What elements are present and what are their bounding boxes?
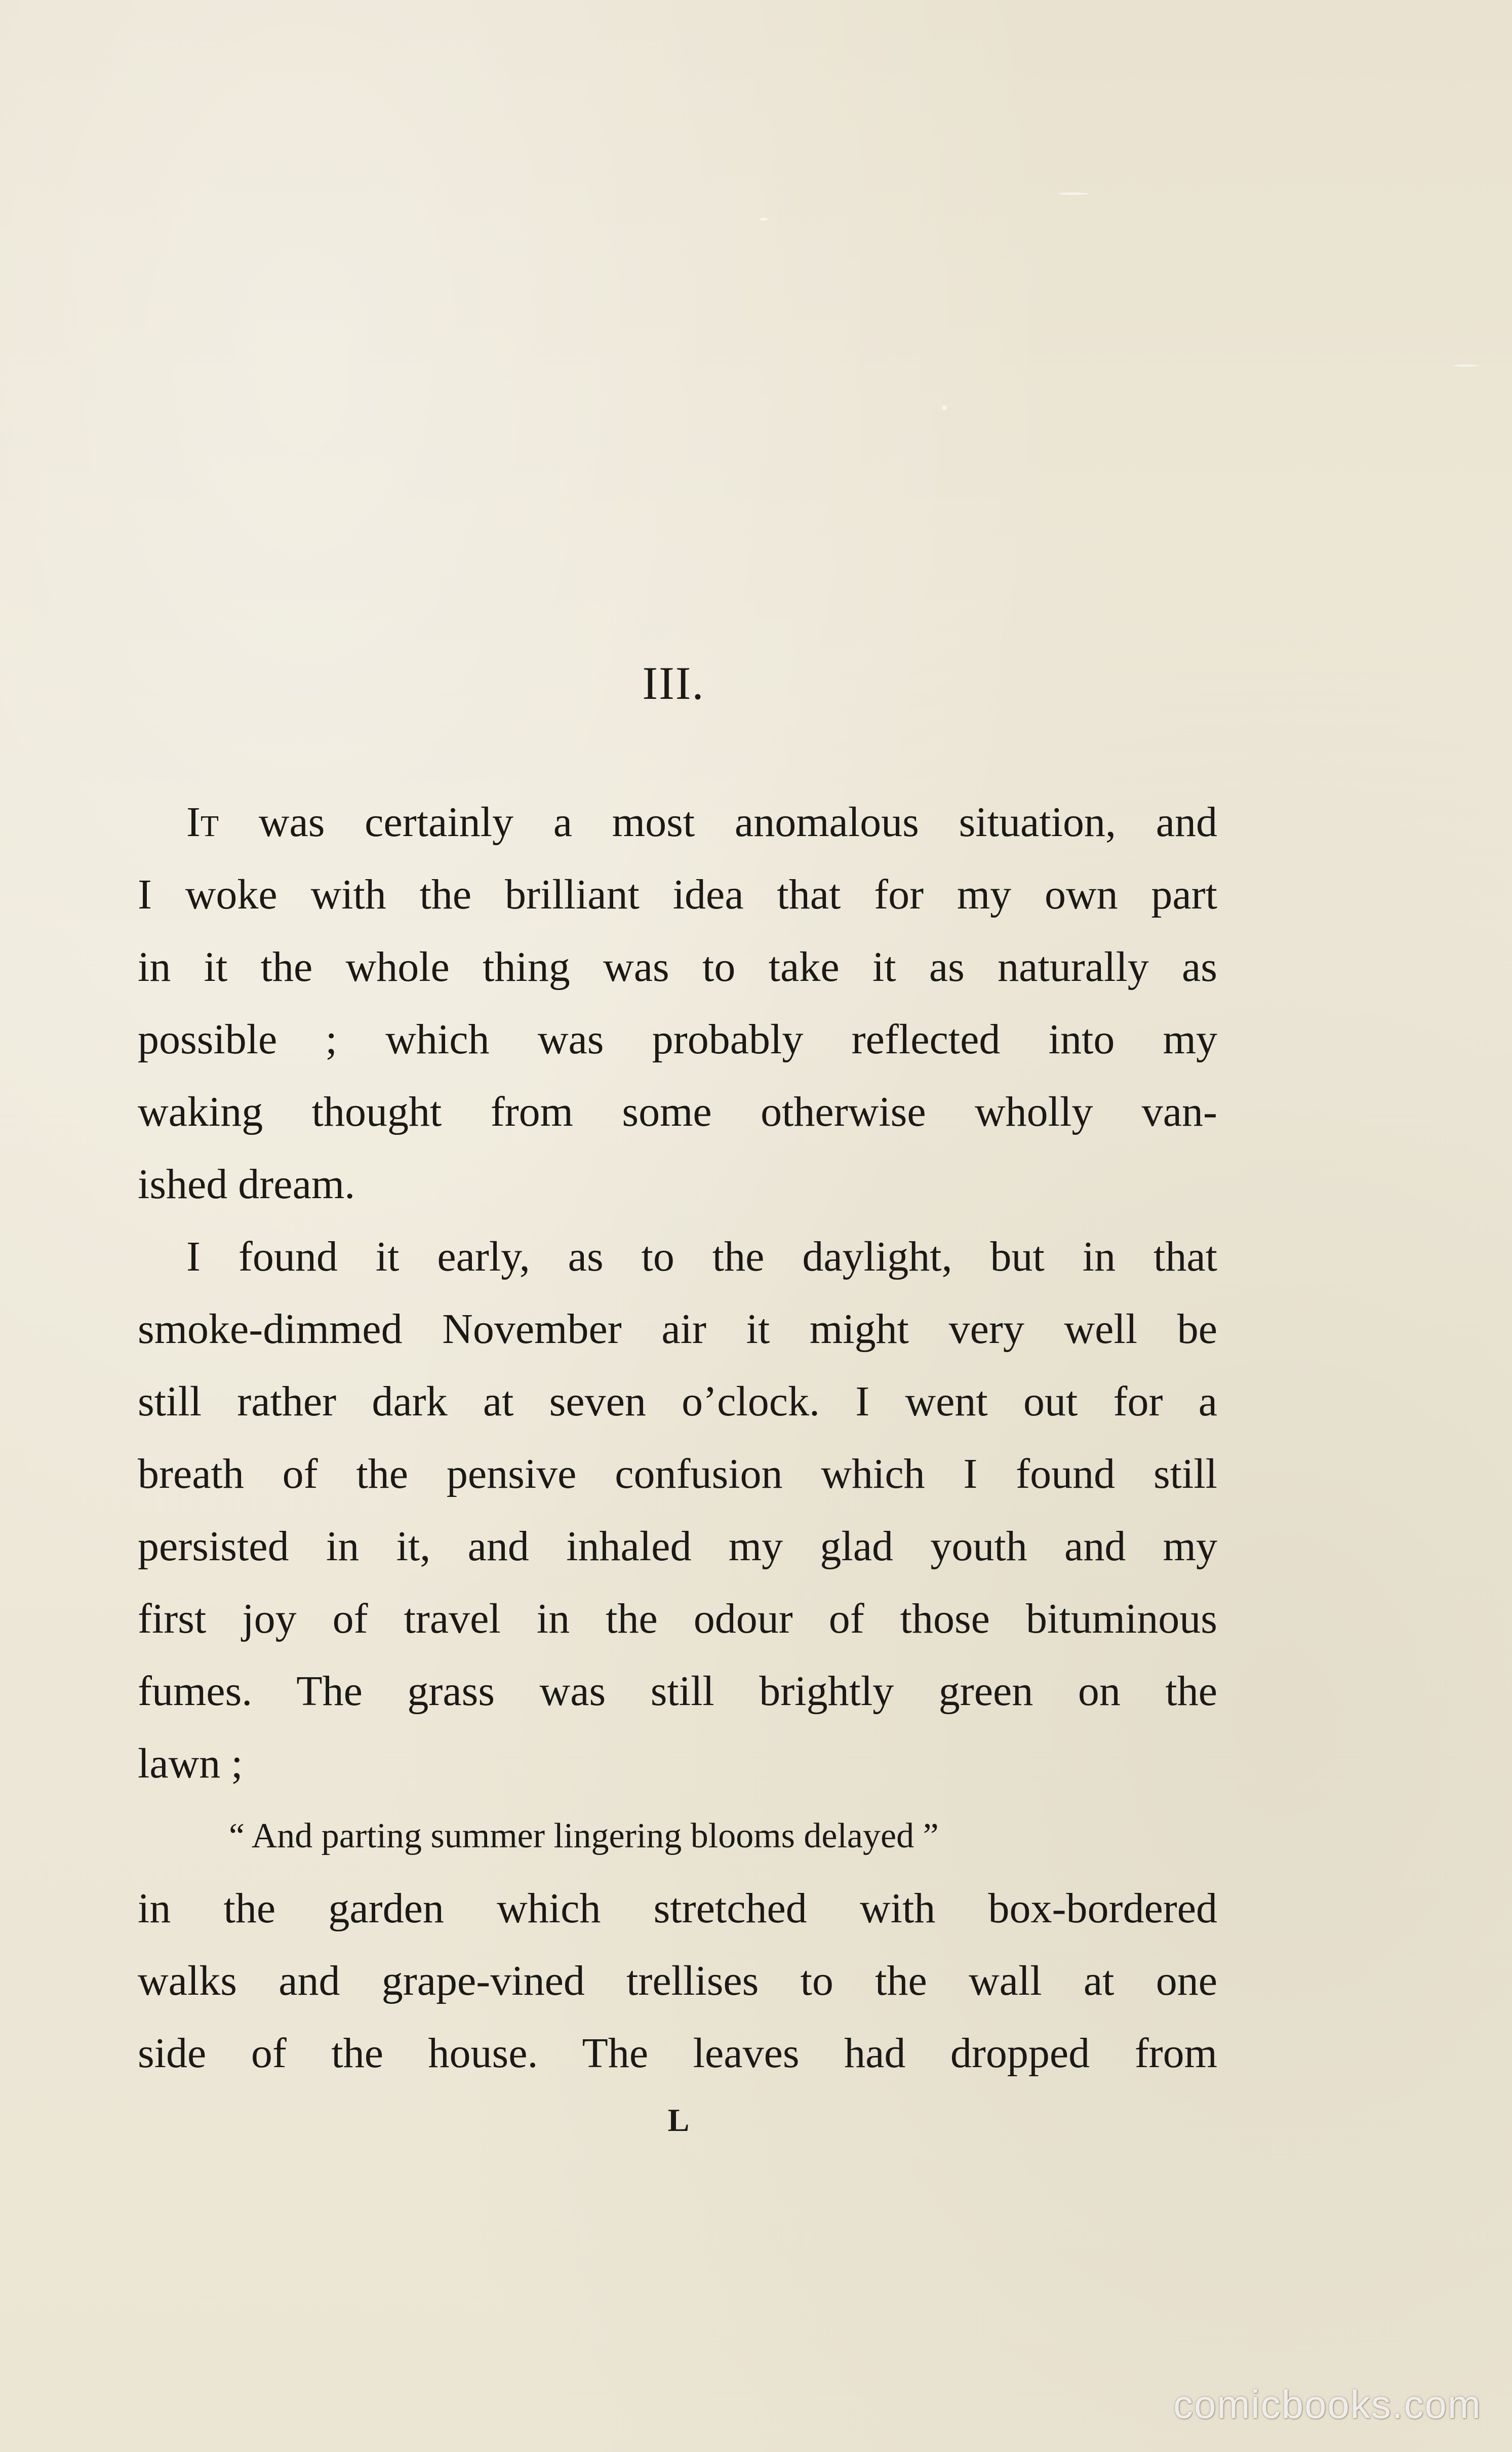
- text-line: walks and grape-vined trellises to the wall at one: [138, 1957, 1217, 2004]
- text-line: still rather dark at seven o’clock. I went out for a: [138, 1378, 1217, 1425]
- text-line: [138, 786, 1217, 858]
- quotation-line: “ And parting summer lingering blooms delayed ”: [229, 1816, 939, 1855]
- text-line: persisted in it, and inhaled my glad youth and my: [138, 1523, 1217, 1570]
- paper-speck: [942, 405, 947, 410]
- text-line: ished dream.: [138, 1161, 355, 1208]
- text-line: lawn ;: [138, 1740, 243, 1787]
- text-line-rest: was certainly a most anomalous situation, and: [219, 799, 1217, 846]
- text-line: possible ; which was probably reflected into my: [138, 1016, 1217, 1063]
- paper-speck: [1058, 192, 1089, 195]
- text-line: breath of the pensive confusion which I found still: [138, 1450, 1217, 1497]
- body-text: [138, 786, 1217, 2089]
- text-line: in the garden which stretched with box-bordered: [138, 1885, 1217, 1932]
- text-line: first joy of travel in the odour of those bituminous: [138, 1595, 1217, 1642]
- text-line: waking thought from some otherwise wholly van-: [138, 1088, 1217, 1135]
- text-line: I found it early, as to the daylight, but in that: [186, 1233, 1217, 1280]
- text-line: in it the whole thing was to take it as naturally as: [138, 943, 1217, 991]
- text-line: smoke-dimmed November air it might very well be: [138, 1306, 1217, 1353]
- paper-speck: [760, 218, 768, 221]
- signature-mark: L: [667, 2102, 690, 2138]
- text-line: side of the house. The leaves had dropped from: [138, 2030, 1217, 2077]
- text-line: I woke with the brilliant idea that for my own part: [138, 871, 1217, 918]
- text-line: fumes. The grass was still brightly green on the: [138, 1668, 1217, 1715]
- paper-speck: [1453, 365, 1479, 367]
- watermark: comicbooks.com: [1173, 2382, 1482, 2427]
- drop-lead: It: [186, 799, 219, 846]
- chapter-heading: III.: [642, 657, 705, 709]
